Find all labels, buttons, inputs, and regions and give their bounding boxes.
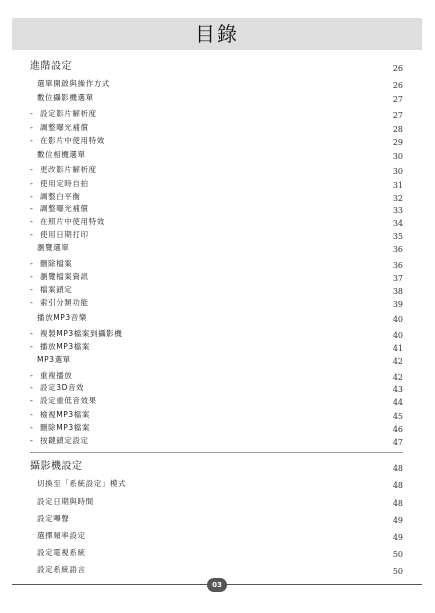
- bullet-dash: -: [30, 342, 33, 351]
- toc-subentry[interactable]: [30, 108, 403, 122]
- page-number: 48: [392, 481, 403, 490]
- entry-title: 刪除檔案: [40, 259, 73, 268]
- toc-entry[interactable]: [30, 92, 403, 106]
- page-number: 37: [392, 274, 403, 283]
- page-number: 46: [392, 425, 403, 434]
- bullet-dash: -: [30, 423, 33, 432]
- entry-title: 檔案鎖定: [40, 285, 73, 294]
- entry-title: 索引分類功能: [40, 298, 89, 307]
- page-number: 35: [392, 232, 403, 241]
- entry-title: 設定電視系統: [37, 548, 86, 557]
- page-number: 42: [392, 357, 403, 366]
- entry-title: 設定系統語言: [37, 565, 86, 574]
- bullet-dash: -: [30, 192, 33, 201]
- toc-entry[interactable]: [30, 242, 403, 256]
- toc-entry[interactable]: [30, 312, 403, 326]
- toc-entry[interactable]: [30, 149, 403, 163]
- toc-entry[interactable]: [30, 354, 403, 368]
- entry-title: 複製MP3檔案到攝影機: [40, 329, 123, 338]
- toc-subentry[interactable]: [30, 122, 403, 136]
- page-number: 47: [392, 438, 403, 447]
- bullet-dash: -: [30, 371, 33, 380]
- page-number: 48: [392, 499, 403, 508]
- page-number: 39: [392, 300, 403, 309]
- entry-title: 調整曝光補償: [40, 204, 89, 213]
- toc-subentry[interactable]: [30, 297, 403, 311]
- toc-subentry[interactable]: [30, 284, 403, 298]
- page-number-badge: 03: [207, 578, 227, 592]
- toc-section[interactable]: [30, 460, 403, 474]
- page-number: 26: [392, 64, 403, 73]
- page-number: 36: [392, 261, 403, 270]
- entry-title: 更改影片解析度: [40, 165, 97, 174]
- page-number: 49: [392, 533, 403, 542]
- page-number: 26: [392, 81, 403, 90]
- entry-title: 設定重低音效果: [40, 396, 97, 405]
- page-number: 27: [392, 111, 403, 120]
- section-divider: [30, 452, 403, 453]
- entry-title: 檢視MP3檔案: [40, 410, 90, 419]
- entry-title: 設定日期與時間: [37, 497, 94, 506]
- bullet-dash: -: [30, 179, 33, 188]
- entry-title: 使用定時自拍: [40, 179, 89, 188]
- page-number: 28: [392, 125, 403, 134]
- bullet-dash: -: [30, 436, 33, 445]
- toc-subentry[interactable]: [30, 409, 403, 423]
- toc-subentry[interactable]: [30, 258, 403, 272]
- entry-title: 刪除MP3檔案: [40, 423, 90, 432]
- page-number: 34: [392, 219, 403, 228]
- bullet-dash: -: [30, 383, 33, 392]
- toc-entry[interactable]: [30, 78, 403, 92]
- toc-subentry[interactable]: [30, 271, 403, 285]
- toc-entry[interactable]: [30, 513, 403, 527]
- toc-subentry[interactable]: [30, 203, 403, 217]
- page-number: 38: [392, 287, 403, 296]
- toc-subentry[interactable]: [30, 328, 403, 342]
- entry-title: 重複播放: [40, 371, 73, 380]
- entry-title: 播放MP3音樂: [37, 313, 87, 322]
- entry-title: 設定嗶聲: [37, 514, 70, 523]
- page-number: 36: [392, 245, 403, 254]
- page-number: 40: [392, 315, 403, 324]
- entry-title: 設定影片解析度: [40, 109, 97, 118]
- page-number: 49: [392, 516, 403, 525]
- toc-subentry[interactable]: [30, 229, 403, 243]
- toc-subentry[interactable]: [30, 382, 403, 396]
- page-number: 31: [392, 181, 403, 190]
- bullet-dash: -: [30, 123, 33, 132]
- toc-subentry[interactable]: [30, 422, 403, 436]
- page-number: 45: [392, 412, 403, 421]
- entry-title: 在照片中使用特效: [40, 217, 105, 226]
- bullet-dash: -: [30, 329, 33, 338]
- toc-section[interactable]: [30, 60, 403, 74]
- toc-subentry[interactable]: [30, 216, 403, 230]
- page-number: 30: [392, 152, 403, 161]
- toc-entry[interactable]: [30, 496, 403, 510]
- page-number: 42: [392, 373, 403, 382]
- entry-title: MP3選單: [37, 355, 71, 364]
- entry-title: 調整白平衡: [40, 192, 81, 201]
- toc-subentry[interactable]: [30, 341, 403, 355]
- entry-title: 瀏覽選單: [37, 243, 70, 252]
- bullet-dash: -: [30, 410, 33, 419]
- toc-subentry[interactable]: [30, 164, 403, 178]
- page-number: 40: [392, 331, 403, 340]
- entry-title: 設定3D音效: [40, 383, 85, 392]
- page-number: 44: [392, 398, 403, 407]
- entry-title: 選擇頻率設定: [37, 531, 86, 540]
- page-number: 30: [392, 167, 403, 176]
- entry-title: 數位相機選單: [37, 150, 86, 159]
- bullet-dash: -: [30, 230, 33, 239]
- bullet-dash: -: [30, 298, 33, 307]
- entry-title: 數位攝影機選單: [37, 93, 94, 102]
- bullet-dash: -: [30, 136, 33, 145]
- toc-entry[interactable]: [30, 530, 403, 544]
- bullet-dash: -: [30, 109, 33, 118]
- toc-subentry[interactable]: [30, 135, 403, 149]
- entry-title: 調整曝光補償: [40, 123, 89, 132]
- entry-title: 進階設定: [30, 61, 72, 72]
- entry-title: 使用日期打印: [40, 230, 89, 239]
- page-number: 29: [392, 138, 403, 147]
- entry-title: 按鍵鎖定設定: [40, 436, 89, 445]
- page-number: 50: [392, 550, 403, 559]
- toc-entry[interactable]: [30, 547, 403, 561]
- page-number: 27: [392, 95, 403, 104]
- page-number: 50: [392, 567, 403, 576]
- toc-entry[interactable]: [30, 478, 403, 492]
- page-number: 33: [392, 206, 403, 215]
- bullet-dash: -: [30, 396, 33, 405]
- bullet-dash: -: [30, 259, 33, 268]
- entry-title: 攝影機設定: [30, 461, 83, 472]
- entry-title: 選單開啟與操作方式: [37, 79, 110, 88]
- entry-title: 播放MP3檔案: [40, 342, 90, 351]
- entry-title: 瀏覽檔案資訊: [40, 272, 89, 281]
- bullet-dash: -: [30, 217, 33, 226]
- entry-title: 切換至「系統設定」模式: [37, 479, 127, 488]
- toc-subentry[interactable]: [30, 435, 403, 449]
- entry-title: 在影片中使用特效: [40, 136, 105, 145]
- toc-subentry[interactable]: [30, 178, 403, 192]
- bullet-dash: -: [30, 165, 33, 174]
- bullet-dash: -: [30, 204, 33, 213]
- page-title: 目錄: [195, 22, 239, 46]
- bullet-dash: -: [30, 272, 33, 281]
- page-number: 48: [392, 464, 403, 473]
- page-number: 32: [392, 194, 403, 203]
- page-number: 43: [392, 385, 403, 394]
- page-number: 41: [392, 344, 403, 353]
- toc-entry[interactable]: [30, 564, 403, 578]
- toc-subentry[interactable]: [30, 395, 403, 409]
- bullet-dash: -: [30, 285, 33, 294]
